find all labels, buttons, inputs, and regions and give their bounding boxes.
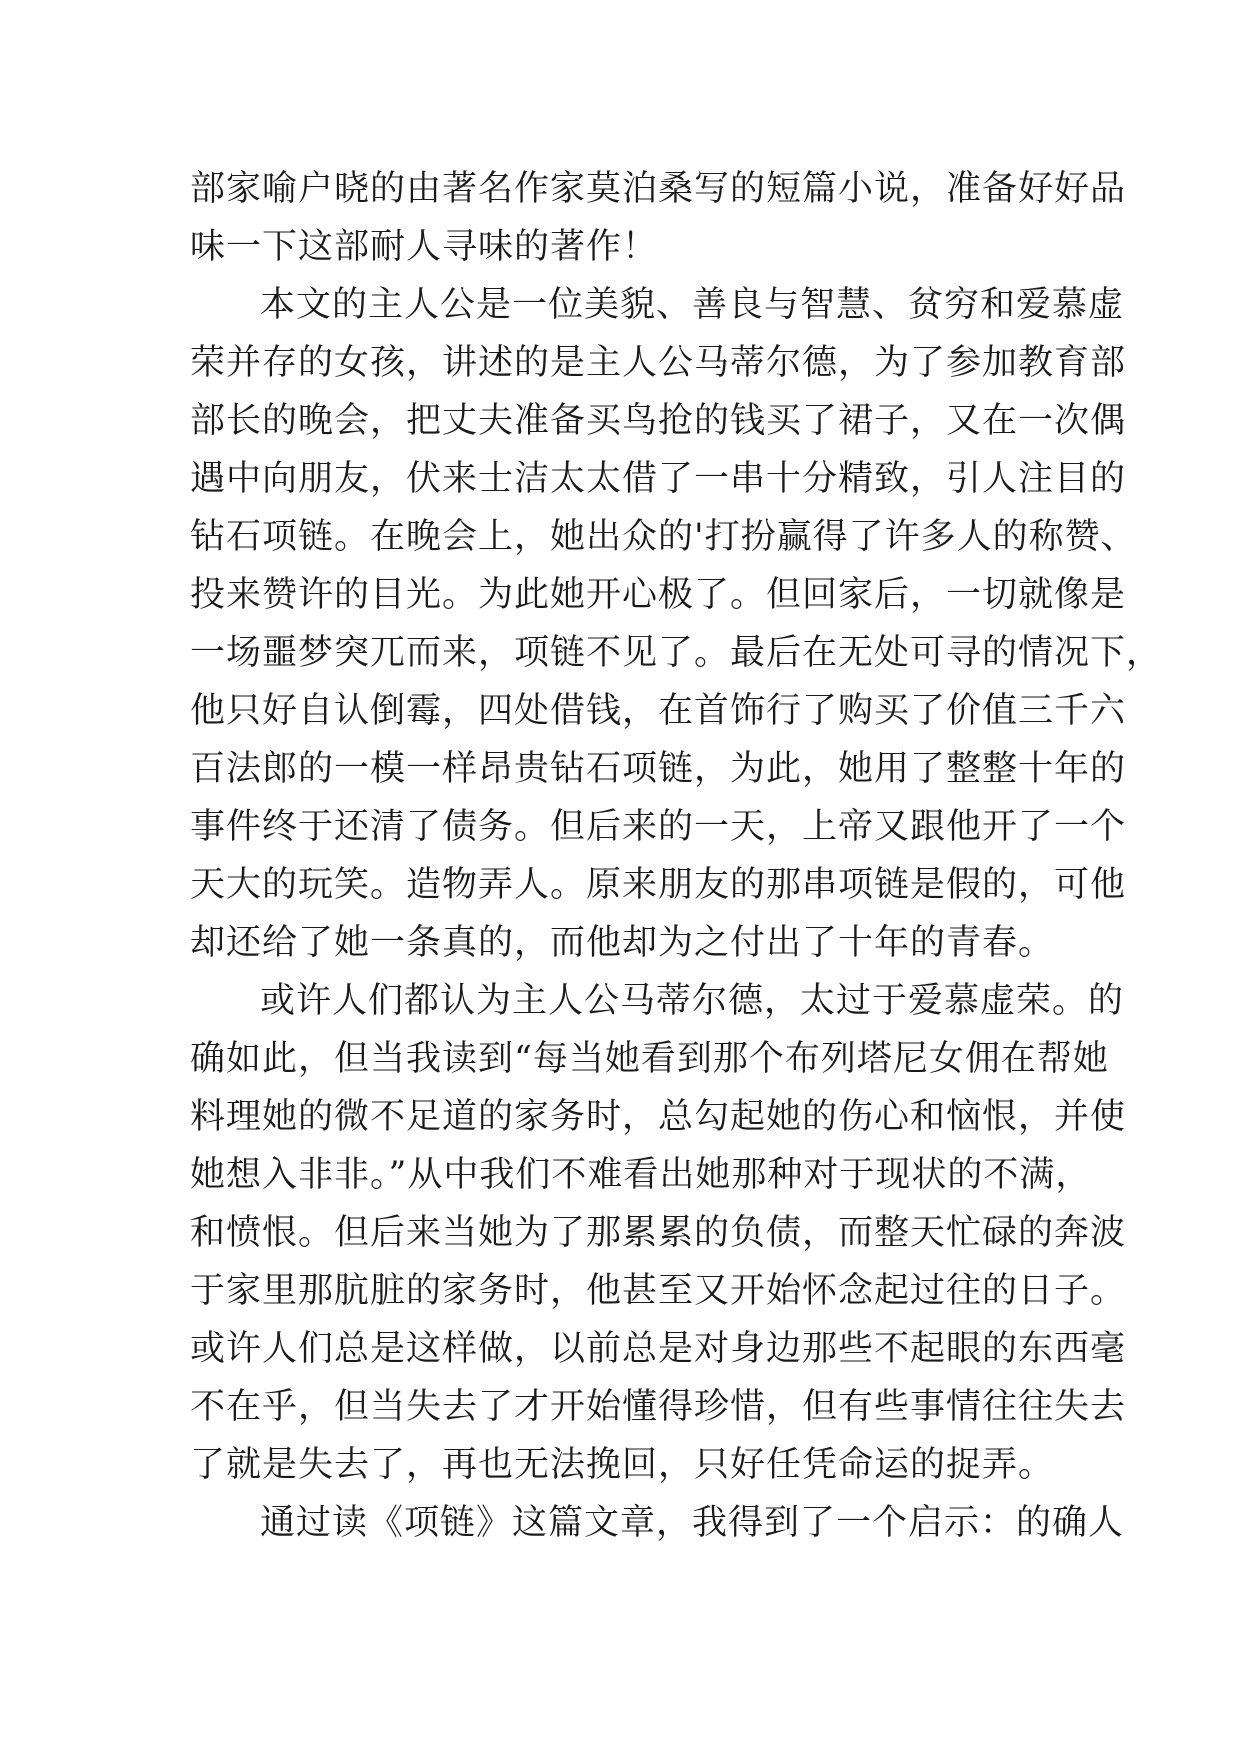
text-line: 却还给了她一条真的，而他却为之付出了十年的青春。 bbox=[190, 923, 1055, 963]
text-line: 钻石项链。在晚会上，她出众的'打扮赢得了许多人的称赞、 bbox=[190, 517, 1137, 557]
text-line: 通过读《项链》这篇文章，我得到了一个启示：的确人 bbox=[260, 1503, 1125, 1543]
text-line: 部长的晚会，把丈夫准备买鸟抢的钱买了裙子，又在一次偶 bbox=[190, 401, 1127, 441]
text-line: 部家喻户晓的由著名作家莫泊桑写的短篇小说，准备好好品 bbox=[190, 169, 1127, 209]
text-line: 本文的主人公是一位美貌、善良与智慧、贫穷和爱慕虚 bbox=[260, 285, 1125, 325]
text-line: 投来赞许的目光。为此她开心极了。但回家后，一切就像是 bbox=[190, 575, 1127, 615]
text-line: 于家里那肮脏的家务时，他甚至又开始怀念起过往的日子。 bbox=[190, 1271, 1127, 1311]
text-line: 他只好自认倒霉，四处借钱，在首饰行了购买了价值三千六 bbox=[190, 691, 1127, 731]
text-line: 天大的玩笑。造物弄人。原来朋友的那串项链是假的，可他 bbox=[190, 865, 1127, 905]
text-line: 她想入非非。”从中我们不难看出她那种对于现状的不满， bbox=[190, 1155, 1092, 1195]
text-line: 确如此，但当我读到“每当她看到那个布列塔尼女佣在帮她 bbox=[190, 1039, 1109, 1079]
text-line: 或许人们总是这样做，以前总是对身边那些不起眼的东西毫 bbox=[190, 1329, 1127, 1369]
text-line: 味一下这部耐人寻味的著作！ bbox=[190, 227, 659, 267]
text-line: 料理她的微不足道的家务时，总勾起她的伤心和恼恨，并使 bbox=[190, 1097, 1127, 1137]
text-line: 百法郎的一模一样昂贵钻石项链，为此，她用了整整十年的 bbox=[190, 749, 1127, 789]
text-line: 事件终于还清了债务。但后来的一天，上帝又跟他开了一个 bbox=[190, 807, 1127, 847]
text-line: 了就是失去了，再也无法挽回，只好任凭命运的捉弄。 bbox=[190, 1445, 1055, 1485]
text-line: 一场噩梦突兀而来，项链不见了。最后在无处可寻的情况下， bbox=[190, 633, 1163, 673]
text-line: 不在乎，但当失去了才开始懂得珍惜，但有些事情往往失去 bbox=[190, 1387, 1127, 1427]
document-body bbox=[190, 160, 1163, 1552]
text-line: 荣并存的女孩，讲述的是主人公马蒂尔德，为了参加教育部 bbox=[190, 343, 1127, 383]
text-line: 遇中向朋友，伏来士洁太太借了一串十分精致，引人注目的 bbox=[190, 459, 1127, 499]
text-line: 和愤恨。但后来当她为了那累累的负债，而整天忙碌的奔波 bbox=[190, 1213, 1127, 1253]
text-line: 或许人们都认为主人公马蒂尔德，太过于爱慕虚荣。的 bbox=[260, 981, 1125, 1021]
